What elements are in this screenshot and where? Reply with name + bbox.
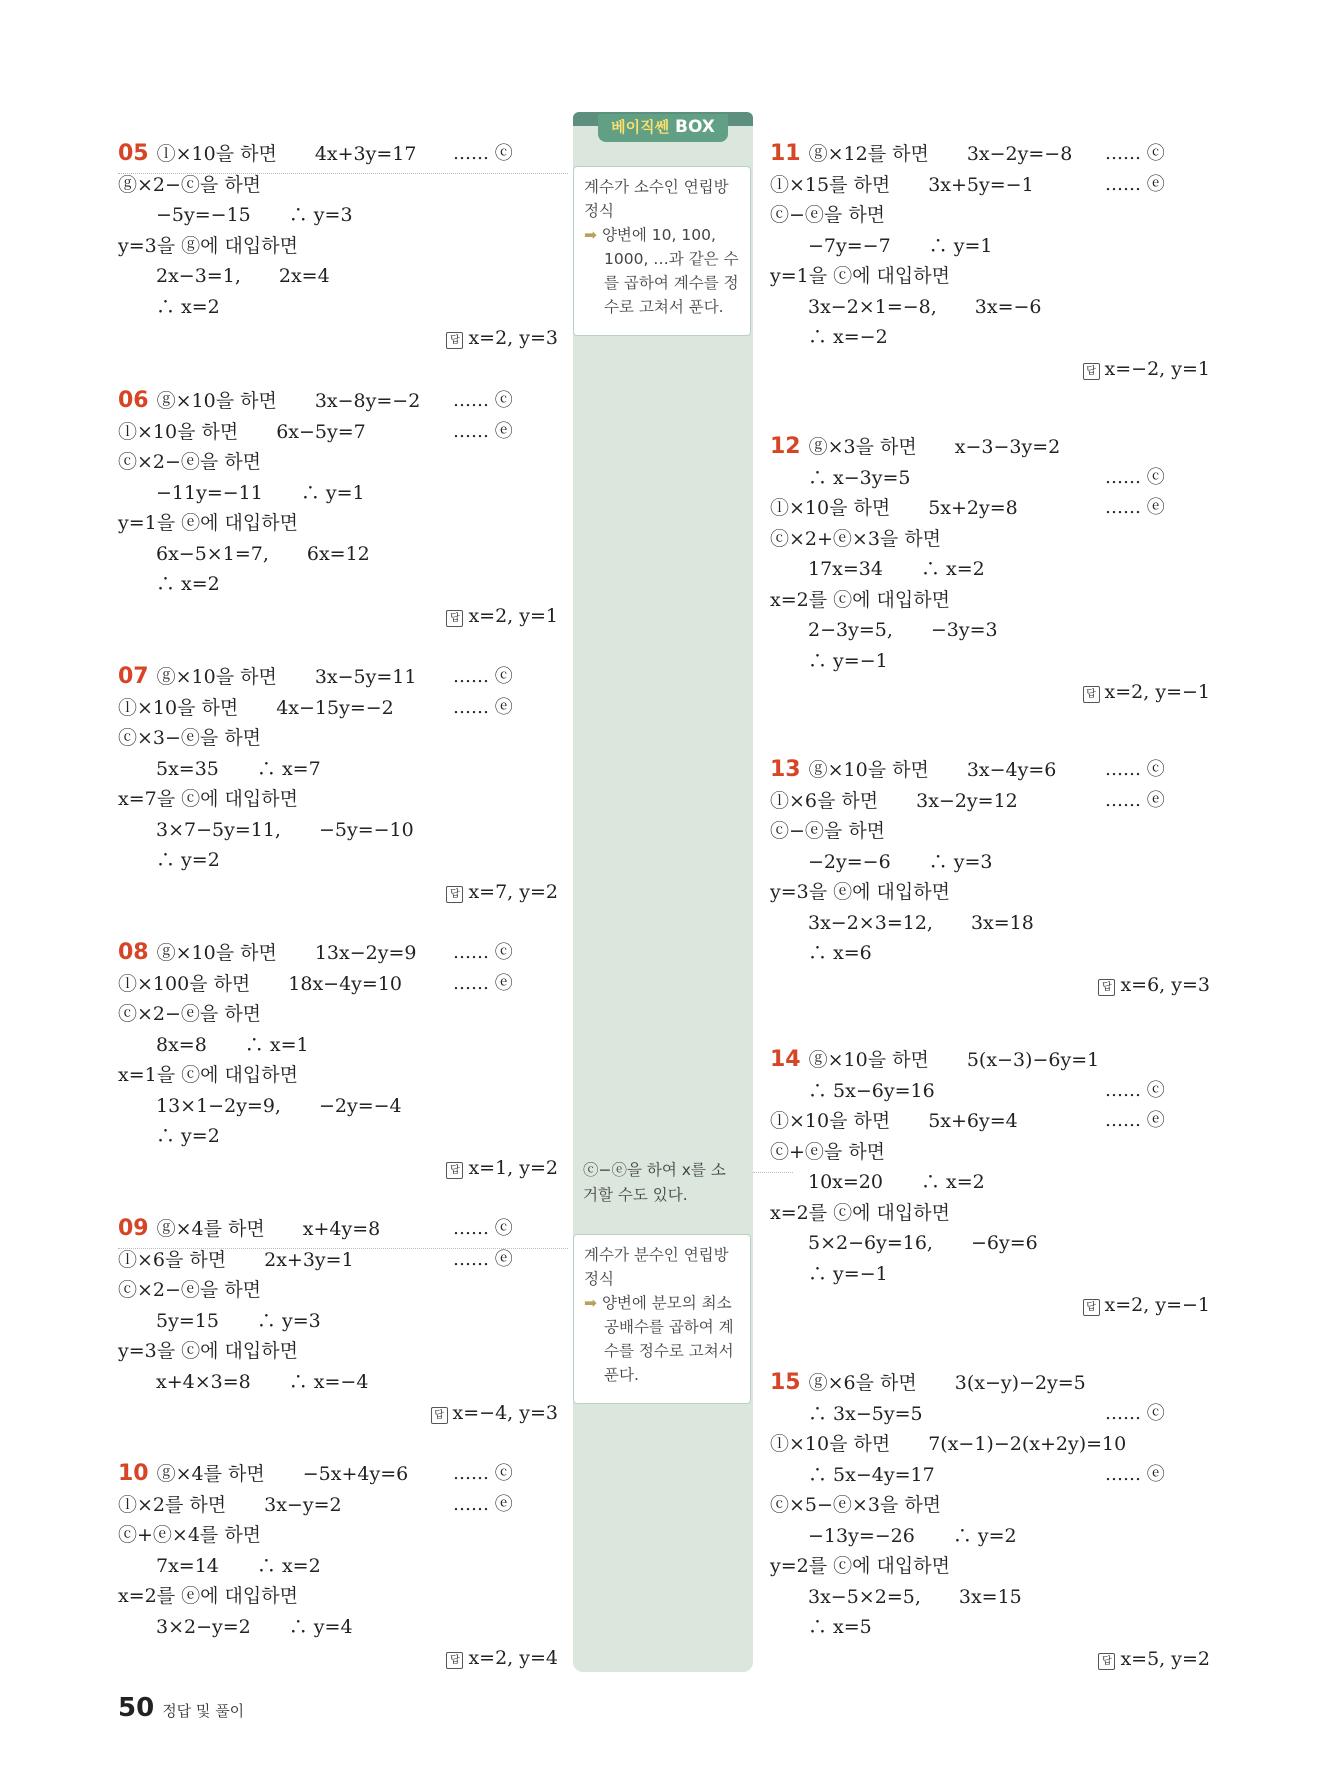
solution-line bbox=[770, 817, 885, 845]
solution-line bbox=[770, 1491, 941, 1519]
equation-text: 5x=35 ∴ x=7 bbox=[118, 757, 321, 780]
equation-text: ⓖ×10을 하면 5(x−3)−6y=1 bbox=[808, 1049, 1100, 1071]
problem-06 bbox=[118, 387, 558, 637]
solution-line bbox=[770, 616, 998, 644]
equation-tag: …… ⓒ bbox=[1105, 759, 1165, 780]
footer-label: 정답 및 풀이 bbox=[162, 1702, 245, 1720]
equation-text: −5y=−15 ∴ y=3 bbox=[118, 204, 353, 226]
solution-line bbox=[770, 756, 1056, 784]
note-alt-method: ⓒ−ⓔ을 하여 x를 소 거할 수도 있다. bbox=[583, 1161, 726, 1204]
answer bbox=[1083, 358, 1210, 380]
equation-text: ⓒ×2+ⓔ×3을 하면 bbox=[770, 527, 942, 550]
arrow-right-icon: ➡ bbox=[584, 226, 597, 244]
equation-text: x=1을 ⓒ에 대입하면 bbox=[118, 1064, 298, 1086]
equation-text: ⓒ−ⓔ을 하면 bbox=[770, 820, 886, 842]
answer-mark-icon: 답 bbox=[431, 1407, 448, 1424]
solution-line bbox=[770, 647, 888, 675]
solution-line bbox=[118, 816, 414, 844]
answer-text: x=6, y=3 bbox=[1120, 973, 1210, 996]
solution-line bbox=[118, 1276, 261, 1304]
equation-text: x+4×3=8 ∴ x=−4 bbox=[118, 1370, 369, 1393]
solution-line bbox=[118, 1368, 368, 1396]
equation-text: 2x−3=1, 2x=4 bbox=[118, 265, 330, 287]
answer bbox=[446, 605, 558, 627]
solution-line bbox=[118, 570, 220, 598]
equation-text: −13y=−26 ∴ y=2 bbox=[770, 1524, 1017, 1547]
solution-line bbox=[770, 1107, 1018, 1135]
solution-line bbox=[770, 1229, 1038, 1257]
solution-line bbox=[118, 509, 298, 537]
answer-text: x=5, y=2 bbox=[1120, 1647, 1210, 1670]
solution-line bbox=[118, 1246, 354, 1274]
solution-line bbox=[770, 1260, 888, 1288]
solution-line bbox=[770, 140, 1072, 168]
tip-box-fraction: 계수가 분수인 연립방정식 ➡ 양변에 분모의 최소 공배수를 곱하여 계 수를 정수로 고쳐서 푼다. bbox=[573, 1234, 751, 1404]
solution-line bbox=[770, 293, 1042, 321]
solution-line bbox=[770, 494, 1018, 522]
tip-box-decimal: 계수가 소수인 연립방정식 ➡ 양변에 10, 100, 1000, …과 같은 수 를 곱하여 계수를 정 수로 고쳐서 푼다. bbox=[573, 166, 751, 336]
answer-mark-icon: 답 bbox=[1083, 686, 1100, 703]
problem-number: 10 bbox=[118, 1461, 149, 1486]
equation-tag: …… ⓔ bbox=[453, 1248, 513, 1270]
equation-text: y=3을 ⓖ에 대입하면 bbox=[118, 234, 298, 257]
equation-text: ∴ x=2 bbox=[118, 573, 220, 595]
problem-number: 09 bbox=[118, 1216, 149, 1241]
equation-text: ⓛ×100을 하면 18x−4y=10 bbox=[118, 972, 403, 995]
basic-box-header bbox=[573, 112, 753, 142]
solution-line bbox=[118, 1552, 321, 1580]
equation-tag: …… ⓔ bbox=[1105, 789, 1165, 811]
problem-number: 13 bbox=[770, 757, 801, 782]
equation-text: ⓒ−ⓔ을 하면 bbox=[770, 204, 886, 226]
equation-tag: …… ⓒ bbox=[1105, 1079, 1165, 1101]
equation-text: 10x=20 ∴ x=2 bbox=[770, 1171, 985, 1193]
solution-line bbox=[118, 479, 365, 507]
equation-text: ⓖ×10을 하면 3x−8y=−2 bbox=[156, 390, 421, 412]
equation-text: x=2를 ⓒ에 대입하면 bbox=[770, 588, 950, 611]
box-title-en: BOX bbox=[674, 117, 715, 137]
equation-text: y=3을 ⓔ에 대입하면 bbox=[770, 881, 950, 903]
answer bbox=[446, 327, 558, 349]
equation-tag: …… ⓒ bbox=[1105, 1402, 1165, 1424]
solution-line bbox=[118, 1122, 220, 1150]
solution-line bbox=[118, 387, 420, 415]
solution-line bbox=[118, 1491, 342, 1519]
answer bbox=[446, 881, 558, 903]
equation-tag: …… ⓒ bbox=[453, 942, 513, 963]
equation-text: ⓛ×15를 하면 3x+5y=−1 bbox=[770, 173, 1034, 196]
equation-text: 2−3y=5, −3y=3 bbox=[770, 619, 998, 641]
solution-line bbox=[770, 171, 1034, 199]
problem-08 bbox=[118, 939, 558, 1189]
solution-line bbox=[118, 663, 416, 691]
equation-text: ∴ y=−1 bbox=[770, 1262, 888, 1285]
solution-line bbox=[770, 848, 992, 876]
equation-tag: …… ⓔ bbox=[453, 420, 513, 442]
problem-number: 05 bbox=[118, 141, 149, 166]
equation-text: y=2를 ⓒ에 대입하면 bbox=[770, 1555, 950, 1577]
equation-text: ⓒ×2−ⓔ을 하면 bbox=[118, 451, 262, 473]
equation-tag: …… ⓔ bbox=[453, 1493, 513, 1515]
answer-mark-icon: 답 bbox=[446, 1162, 463, 1179]
equation-tag: …… ⓒ bbox=[453, 1218, 513, 1239]
solution-line bbox=[118, 1061, 298, 1089]
equation-text: ∴ y=−1 bbox=[770, 649, 888, 672]
solution-line bbox=[118, 232, 298, 260]
solution-line bbox=[118, 1031, 309, 1059]
solution-line bbox=[118, 939, 416, 967]
answer-text: x=2, y=4 bbox=[468, 1647, 558, 1669]
solution-line bbox=[770, 323, 888, 351]
solution-line bbox=[118, 1582, 298, 1610]
answer-text: x=2, y=1 bbox=[468, 604, 558, 627]
equation-text: y=1을 ⓒ에 대입하면 bbox=[770, 265, 950, 287]
equation-text: ⓖ×10을 하면 3x−4y=6 bbox=[808, 759, 1057, 781]
equation-tag: …… ⓔ bbox=[453, 696, 513, 718]
equation-text: ⓖ×4를 하면 −5x+4y=6 bbox=[156, 1463, 409, 1485]
equation-text: ∴ x=−2 bbox=[770, 326, 888, 348]
equation-text: ∴ y=2 bbox=[118, 1125, 220, 1147]
answer bbox=[446, 1157, 558, 1179]
answer-mark-icon: 답 bbox=[446, 886, 463, 903]
equation-tag: …… ⓔ bbox=[1105, 497, 1165, 518]
answer bbox=[431, 1402, 558, 1424]
solution-line bbox=[770, 1461, 935, 1489]
box-title-ko: 베이직쎈 bbox=[611, 118, 670, 136]
equation-text: ∴ x−3y=5 bbox=[770, 466, 911, 489]
equation-tag: …… ⓒ bbox=[1105, 143, 1165, 164]
solution-line bbox=[770, 1430, 1126, 1458]
equation-text: 17x=34 ∴ x=2 bbox=[770, 558, 985, 580]
answer-mark-icon: 답 bbox=[1098, 979, 1115, 996]
equation-tag: …… ⓒ bbox=[453, 666, 513, 687]
page-footer bbox=[118, 1693, 244, 1723]
equation-text: ∴ y=2 bbox=[118, 849, 220, 871]
solution-line bbox=[118, 171, 261, 199]
solution-line bbox=[118, 201, 353, 229]
solution-line bbox=[118, 846, 220, 874]
equation-tag: …… ⓒ bbox=[453, 1463, 513, 1484]
solution-line bbox=[770, 525, 941, 553]
problem-number: 06 bbox=[118, 388, 149, 413]
equation-text: x=7을 ⓒ에 대입하면 bbox=[118, 788, 298, 810]
equation-text: ⓛ×6을 하면 2x+3y=1 bbox=[118, 1248, 354, 1271]
equation-text: y=1을 ⓔ에 대입하면 bbox=[118, 512, 298, 534]
equation-text: ⓒ+ⓔ을 하면 bbox=[770, 1140, 886, 1163]
equation-text: ⓒ×3−ⓔ을 하면 bbox=[118, 727, 262, 749]
answer-text: x=−2, y=1 bbox=[1104, 357, 1210, 380]
answer-text: x=2, y=−1 bbox=[1104, 1294, 1210, 1316]
answer-text: x=7, y=2 bbox=[468, 880, 558, 903]
equation-tag: …… ⓒ bbox=[453, 143, 513, 164]
equation-text: 13×1−2y=9, −2y=−4 bbox=[118, 1094, 402, 1117]
solution-line bbox=[118, 540, 370, 568]
problem-number: 15 bbox=[770, 1370, 801, 1395]
tip-title: 계수가 분수인 연립방정식 bbox=[584, 1246, 729, 1288]
solution-line bbox=[118, 1337, 298, 1365]
solution-line bbox=[770, 1369, 1086, 1397]
equation-text: ⓖ×12를 하면 3x−2y=−8 bbox=[808, 143, 1073, 165]
equation-text: ⓒ×5−ⓔ×3을 하면 bbox=[770, 1494, 942, 1516]
solution-line bbox=[770, 433, 1060, 461]
equation-tag: …… ⓔ bbox=[453, 972, 513, 994]
equation-text: ⓛ×10을 하면 5x+6y=4 bbox=[770, 1110, 1018, 1132]
equation-text: −7y=−7 ∴ y=1 bbox=[770, 234, 993, 257]
solution-line bbox=[118, 755, 321, 783]
problem-14 bbox=[770, 1046, 1210, 1326]
equation-text: 3x−2×1=−8, 3x=−6 bbox=[770, 295, 1042, 318]
answer-text: x=2, y=3 bbox=[468, 327, 558, 349]
equation-text: y=3을 ⓒ에 대입하면 bbox=[118, 1340, 298, 1362]
answer-mark-icon: 답 bbox=[446, 610, 463, 627]
problem-15 bbox=[770, 1369, 1210, 1679]
equation-text: ⓖ×10을 하면 3x−5y=11 bbox=[156, 666, 417, 688]
solution-line bbox=[118, 140, 416, 168]
equation-text: 3×2−y=2 ∴ y=4 bbox=[118, 1615, 353, 1638]
equation-text: ⓛ×10을 하면 4x−15y=−2 bbox=[118, 696, 394, 719]
solution-line bbox=[118, 785, 298, 813]
solution-line bbox=[770, 878, 950, 906]
solution-line bbox=[118, 724, 261, 752]
problem-05 bbox=[118, 140, 558, 360]
equation-text: ⓒ+ⓔ×4를 하면 bbox=[118, 1524, 262, 1546]
equation-text: 7x=14 ∴ x=2 bbox=[118, 1554, 321, 1577]
equation-tag: …… ⓒ bbox=[1105, 466, 1165, 488]
equation-text: ∴ 5x−6y=16 bbox=[770, 1079, 935, 1102]
equation-text: ∴ 3x−5y=5 bbox=[770, 1402, 923, 1425]
arrow-right-icon: ➡ bbox=[584, 1294, 597, 1312]
equation-text: ⓖ×10을 하면 13x−2y=9 bbox=[156, 942, 417, 964]
equation-tag: …… ⓒ bbox=[453, 390, 513, 411]
answer bbox=[1098, 974, 1210, 996]
answer-text: x=1, y=2 bbox=[468, 1156, 558, 1179]
equation-tag: …… ⓔ bbox=[1105, 1110, 1165, 1131]
page-number: 50 bbox=[118, 1693, 155, 1723]
equation-text: 5×2−6y=16, −6y=6 bbox=[770, 1232, 1038, 1254]
answer-mark-icon: 답 bbox=[1083, 363, 1100, 380]
answer-mark-icon: 답 bbox=[1098, 1653, 1115, 1670]
solution-line bbox=[118, 448, 261, 476]
answer-text: x=−4, y=3 bbox=[452, 1402, 558, 1424]
solution-line bbox=[770, 586, 950, 614]
equation-text: −2y=−6 ∴ y=3 bbox=[770, 850, 993, 873]
solution-line bbox=[770, 262, 950, 290]
equation-text: ⓛ×10을 하면 7(x−1)−2(x+2y)=10 bbox=[770, 1433, 1127, 1455]
equation-text: −11y=−11 ∴ y=1 bbox=[118, 481, 365, 504]
solution-line bbox=[770, 1046, 1099, 1074]
problem-number: 11 bbox=[770, 141, 801, 166]
solution-line bbox=[118, 418, 366, 446]
equation-text: ⓖ×4를 하면 x+4y=8 bbox=[156, 1218, 381, 1240]
equation-text: ⓖ×2−ⓒ을 하면 bbox=[118, 173, 262, 196]
answer-mark-icon: 답 bbox=[1083, 1299, 1100, 1316]
equation-tag: …… ⓔ bbox=[1105, 173, 1165, 195]
solution-line bbox=[770, 555, 985, 583]
equation-text: ⓒ×2−ⓔ을 하면 bbox=[118, 1279, 262, 1301]
solution-line bbox=[770, 1077, 935, 1105]
equation-text: ⓛ×10을 하면 4x+3y=17 bbox=[156, 143, 417, 165]
equation-text: ⓖ×6을 하면 3(x−y)−2y=5 bbox=[808, 1372, 1086, 1394]
answer bbox=[1083, 1294, 1210, 1316]
problem-number: 07 bbox=[118, 664, 149, 689]
equation-text: ⓛ×6을 하면 3x−2y=12 bbox=[770, 789, 1018, 812]
equation-text: ⓛ×2를 하면 3x−y=2 bbox=[118, 1493, 342, 1516]
problem-number: 12 bbox=[770, 434, 801, 459]
problem-11 bbox=[770, 140, 1210, 390]
solution-line bbox=[770, 1168, 985, 1196]
problem-number: 08 bbox=[118, 940, 149, 965]
solution-line bbox=[770, 1400, 923, 1428]
equation-text: ∴ x=2 bbox=[118, 295, 220, 318]
equation-text: 8x=8 ∴ x=1 bbox=[118, 1033, 309, 1056]
problem-10 bbox=[118, 1460, 558, 1680]
equation-text: ⓛ×10을 하면 6x−5y=7 bbox=[118, 420, 366, 443]
problem-09 bbox=[118, 1215, 558, 1435]
equation-text: 5y=15 ∴ y=3 bbox=[118, 1309, 321, 1332]
equation-text: ⓖ×3을 하면 x−3−3y=2 bbox=[808, 436, 1061, 458]
solution-line bbox=[770, 232, 992, 260]
solution-line bbox=[770, 1552, 950, 1580]
solution-line bbox=[118, 1307, 321, 1335]
solution-line bbox=[770, 1613, 872, 1641]
solution-line bbox=[770, 201, 885, 229]
solution-line bbox=[770, 464, 911, 492]
equation-text: ⓒ×2−ⓔ을 하면 bbox=[118, 1003, 262, 1025]
solution-line bbox=[118, 1521, 261, 1549]
solution-line bbox=[118, 1460, 408, 1488]
equation-text: ∴ 5x−4y=17 bbox=[770, 1463, 935, 1486]
tip-title: 계수가 소수인 연립방정식 bbox=[584, 178, 729, 220]
solution-line bbox=[770, 1199, 950, 1227]
solution-line bbox=[770, 787, 1018, 815]
solution-line bbox=[770, 1138, 885, 1166]
solution-line bbox=[770, 939, 872, 967]
solution-line bbox=[118, 262, 330, 290]
equation-tag: …… ⓔ bbox=[1105, 1463, 1165, 1485]
answer bbox=[1098, 1648, 1210, 1670]
solution-line bbox=[770, 1522, 1017, 1550]
equation-text: ⓛ×10을 하면 5x+2y=8 bbox=[770, 497, 1018, 519]
equation-text: 6x−5×1=7, 6x=12 bbox=[118, 542, 370, 565]
solution-line bbox=[770, 909, 1034, 937]
equation-text: ∴ x=6 bbox=[770, 942, 872, 964]
solution-line bbox=[118, 970, 402, 998]
equation-text: x=2를 ⓔ에 대입하면 bbox=[118, 1585, 298, 1607]
answer-text: x=2, y=−1 bbox=[1104, 681, 1210, 703]
solution-line bbox=[118, 293, 220, 321]
solution-line bbox=[770, 1583, 1022, 1611]
equation-text: x=2를 ⓒ에 대입하면 bbox=[770, 1201, 950, 1224]
solution-line bbox=[118, 694, 394, 722]
problem-number: 14 bbox=[770, 1047, 801, 1072]
solution-line bbox=[118, 1000, 261, 1028]
equation-text: ∴ x=5 bbox=[770, 1616, 872, 1638]
answer-mark-icon: 답 bbox=[446, 332, 463, 349]
solution-line bbox=[118, 1215, 380, 1243]
equation-text: 3x−5×2=5, 3x=15 bbox=[770, 1585, 1022, 1608]
solution-line bbox=[118, 1092, 402, 1120]
problem-12 bbox=[770, 433, 1210, 713]
problem-07 bbox=[118, 663, 558, 913]
answer-mark-icon: 답 bbox=[446, 1652, 463, 1669]
equation-text: 3x−2×3=12, 3x=18 bbox=[770, 911, 1034, 934]
answer bbox=[446, 1647, 558, 1669]
equation-text: 3×7−5y=11, −5y=−10 bbox=[118, 818, 414, 841]
problem-13 bbox=[770, 756, 1210, 1006]
answer bbox=[1083, 681, 1210, 703]
basic-box-sidebar bbox=[573, 116, 753, 1672]
solution-line bbox=[118, 1613, 353, 1641]
